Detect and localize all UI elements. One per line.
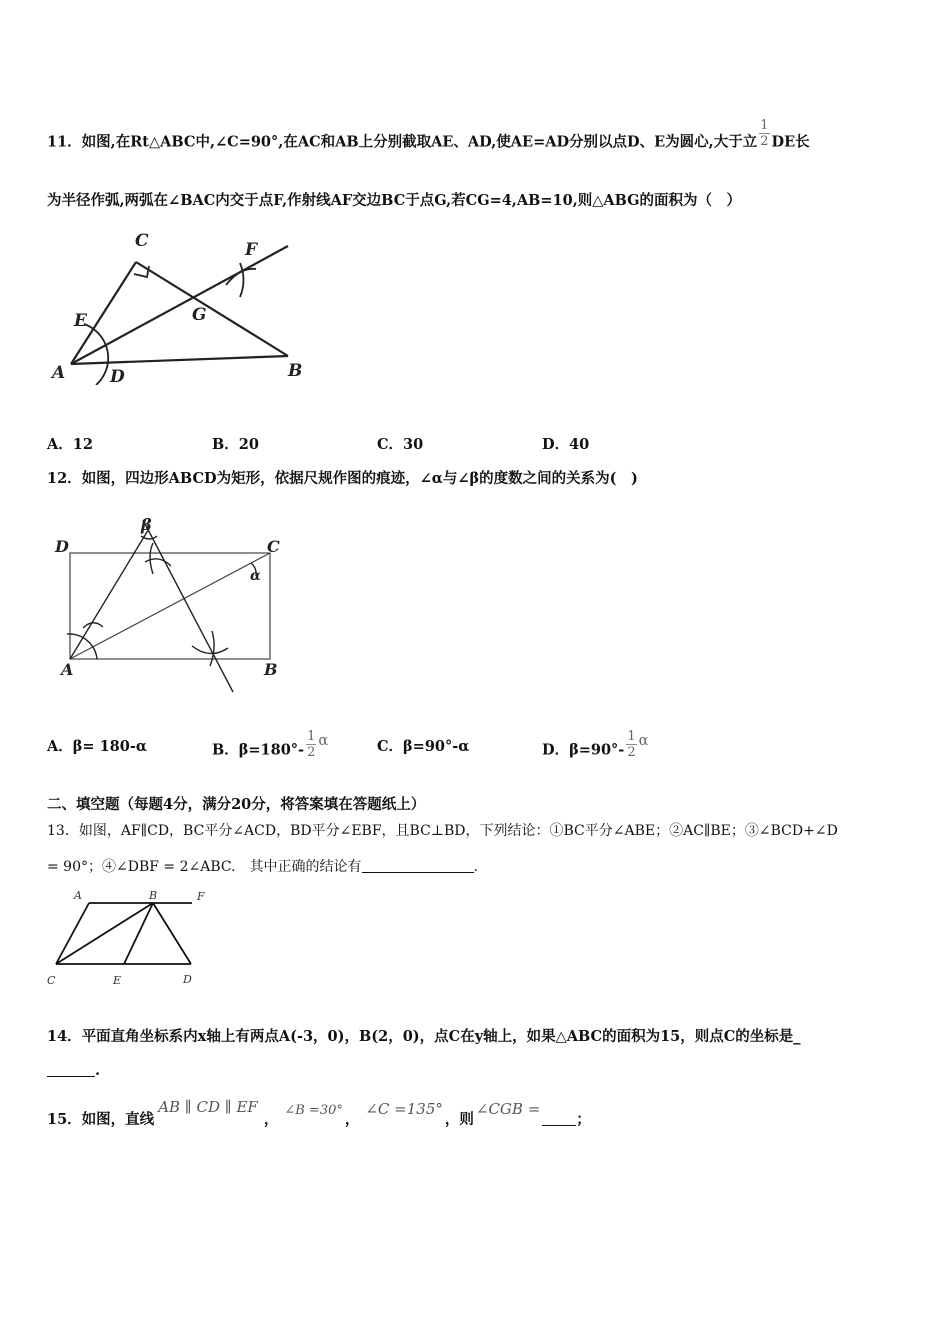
q15-sep1: ，: [263, 1111, 279, 1128]
q12-line: [47, 467, 638, 488]
section2-title: 二、填空题（每题4分，满分20分，将答案填在答题纸上）: [47, 796, 426, 813]
q12-number: 12．: [47, 470, 82, 487]
q13-line-bd: [153, 903, 191, 964]
q15-expr-angle-c: ∠C =135°: [365, 1100, 443, 1118]
q13-label-e: E: [113, 974, 122, 987]
q11-number: 11．: [47, 133, 82, 151]
q11-text-line1: 如图,在Rt△ABC中,∠C=90°,在AC和AB上分别截取AE、AD,使AE=AD分别以点D、E为圆心,大于立: [81, 133, 758, 151]
q13-label-b: B: [149, 889, 158, 902]
q13-line2: [47, 856, 478, 876]
q15-answer-blank[interactable]: [542, 1111, 576, 1126]
q13-label-a: A: [74, 889, 82, 902]
q12-text: 如图，四边形ABCD为矩形，依据尺规作图的痕迹，∠α与∠β的度数之间的关系为( ): [81, 470, 638, 487]
q13-number: 13．: [47, 823, 79, 839]
q12-option-c: C．β=90°-α: [377, 738, 470, 755]
q14-line1: [47, 1025, 801, 1046]
q13-line-ac: [56, 903, 89, 964]
q11-line2: 为半径作弧,两弧在∠BAC内交于点F,作射线AF交边BC于点G,若CG=4,AB=10,则△ABG的面积为（ ）: [47, 192, 742, 209]
q11-option-a: A．12: [47, 436, 93, 453]
q12-perpendicular-bisector: [143, 520, 233, 692]
q15-number: 15．: [47, 1111, 82, 1128]
q13-text-line2: = 90°；④∠DBF = 2∠ABC. 其中正确的结论有: [47, 859, 362, 875]
q12-label-c: C: [267, 537, 280, 556]
q11-ray-af: [71, 246, 288, 364]
q12-label-a: A: [61, 660, 74, 679]
q12-option-b-fraction: $\frac{1}{2}$: [307, 729, 316, 760]
q15-expr-angle-cgb: ∠CGB =: [475, 1100, 541, 1118]
q14-number: 14．: [47, 1028, 82, 1045]
q11-label-a: A: [52, 363, 66, 383]
q15-end: ；: [576, 1111, 591, 1128]
q12-option-d-fraction: $\frac{1}{2}$: [627, 729, 636, 760]
q13-label-d: D: [183, 973, 192, 986]
q11-label-f: F: [245, 240, 258, 260]
q15-expr-parallel: AB ∥ CD ∥ EF: [158, 1098, 258, 1116]
q11-label-g: G: [192, 305, 207, 325]
q11-figure: [40, 225, 310, 385]
q15-expr-angle-b: ∠B =30°: [284, 1103, 343, 1118]
q13-figure: [40, 886, 220, 991]
q11-arc-f2: [240, 263, 244, 297]
q13-text-line2-end: .: [473, 859, 478, 875]
q11-option-d: D．40: [542, 436, 590, 453]
q14-answer-blank[interactable]: [47, 1062, 95, 1077]
q12-arc-mark1: [83, 623, 103, 628]
q13-label-f: F: [197, 890, 205, 903]
q11-label-c: C: [135, 231, 149, 251]
q11-fraction: $\frac{1}{2}$: [760, 118, 769, 149]
q11-label-d: D: [110, 367, 125, 385]
q12-label-beta: β: [141, 515, 152, 534]
q12-figure: [45, 510, 305, 695]
q11-line1: [47, 118, 810, 158]
q12-label-b: B: [264, 660, 278, 679]
q11-label-e: E: [74, 311, 87, 331]
q14-text: 平面直角坐标系内x轴上有两点A(-3，0)，B(2，0)，点C在y轴上，如果△ABC的面积为15，则点C的坐标是_: [81, 1028, 801, 1045]
q11-option-b: B．20: [212, 436, 259, 453]
q11-line-ab: [71, 356, 288, 364]
q14-text-end: .: [95, 1062, 101, 1079]
q13-label-c: C: [47, 974, 56, 987]
q13-text-line1: 如图，AF∥CD，BC平分∠ACD，BD平分∠EBF，且BC⊥BD，下列结论：①BC平分∠ABE；②AC∥BE；③∠BCD+∠D: [78, 823, 838, 839]
q15-text: 如图，直线: [81, 1111, 155, 1128]
q13-line1: [47, 820, 838, 840]
q13-answer-blank[interactable]: [362, 858, 474, 873]
q12-label-alpha: α: [250, 568, 261, 584]
q12-option-b: [212, 729, 329, 766]
q15-sep2: ，: [344, 1111, 360, 1128]
q12-line-a-to-top: [70, 527, 150, 659]
q14-line2: [47, 1062, 100, 1079]
q12-option-a: A．β= 180-α: [47, 738, 148, 755]
q15-sep3: ，则: [444, 1111, 474, 1128]
q12-option-d-alpha: α: [638, 732, 649, 749]
q11-line-cb: [136, 262, 288, 356]
q11-text-line1-end: DE长: [771, 133, 810, 151]
q15-line: [47, 1098, 591, 1129]
q11-option-c: C．30: [377, 436, 424, 453]
q12-option-d: [542, 729, 649, 766]
q12-option-d-text: D．β=90°-: [542, 741, 625, 759]
q12-label-d: D: [55, 537, 69, 556]
q12-option-b-alpha: α: [318, 732, 329, 749]
q12-diagonal-ac: [70, 553, 270, 659]
q11-label-b: B: [288, 361, 303, 381]
q12-option-b-text: B．β=180°-: [212, 741, 305, 759]
